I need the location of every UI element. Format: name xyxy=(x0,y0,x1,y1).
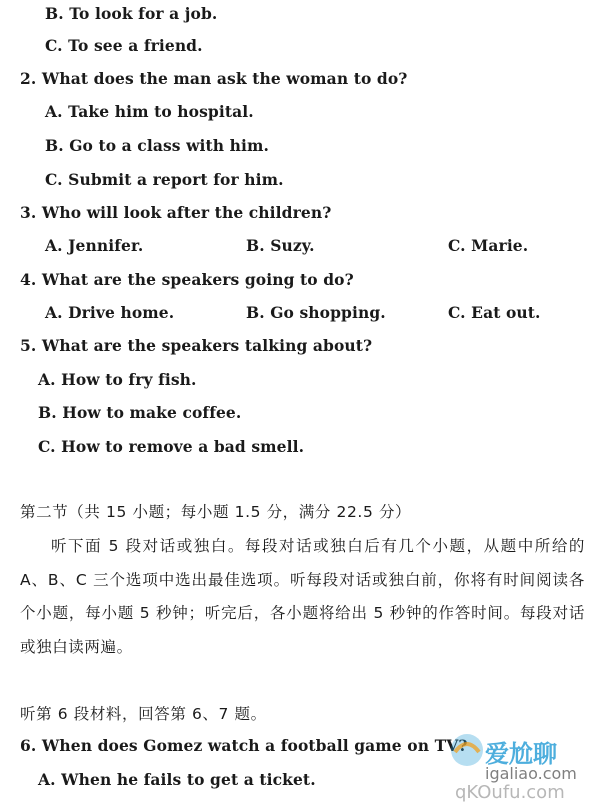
watermark xyxy=(445,724,605,804)
watermark-title: 爱尬聊 xyxy=(485,740,557,768)
section2-instructions: 听下面 5 段对话或独白。每段对话或独白后有几个小题，从题中所给的 A、B、C 三个选项中选出最佳选项。听每段对话或独白前，你将有时间阅读各个小题，每小题 5 秒钟；听完后，各小题将给出 5 秒钟的作答时间。每段对话或独白读两遍。 xyxy=(20,537,585,656)
q2-option-c: C. Submit a report for him. xyxy=(45,170,284,189)
q2-question: 2. What does the man ask the woman to do? xyxy=(20,69,408,88)
q1-option-b: B. To look for a job. xyxy=(45,4,218,23)
material-intro: 听第 6 段材料，回答第 6、7 题。 xyxy=(20,705,267,723)
watermark-url: igaliao.com xyxy=(485,764,577,783)
q4-option-c: C. Eat out. xyxy=(448,303,541,322)
q5-option-c: C. How to remove a bad smell. xyxy=(38,437,305,456)
q6-option-a: A. When he fails to get a ticket. xyxy=(38,770,316,789)
q3-option-b: B. Suzy. xyxy=(246,236,315,255)
q3-question: 3. Who will look after the children? xyxy=(20,203,332,222)
q5-question: 5. What are the speakers talking about? xyxy=(20,336,373,355)
q5-option-b: B. How to make coffee. xyxy=(38,403,242,422)
q4-option-a: A. Drive home. xyxy=(45,303,175,322)
q2-option-b: B. Go to a class with him. xyxy=(45,136,270,155)
watermark-logo-icon xyxy=(447,730,487,770)
watermark-url-2: qKOufu.com xyxy=(455,782,565,803)
section2-heading: 第二节（共 15 小题；每小题 1.5 分，满分 22.5 分） xyxy=(20,503,412,521)
q3-option-a: A. Jennifer. xyxy=(45,236,144,255)
q2-option-a: A. Take him to hospital. xyxy=(45,102,254,121)
q3-option-c: C. Marie. xyxy=(448,236,529,255)
q6-question: 6. When does Gomez watch a football game on TV? xyxy=(20,736,468,755)
q1-option-c: C. To see a friend. xyxy=(45,36,203,55)
q5-option-a: A. How to fry fish. xyxy=(38,370,197,389)
q4-option-b: B. Go shopping. xyxy=(246,303,386,322)
q4-question: 4. What are the speakers going to do? xyxy=(20,270,354,289)
